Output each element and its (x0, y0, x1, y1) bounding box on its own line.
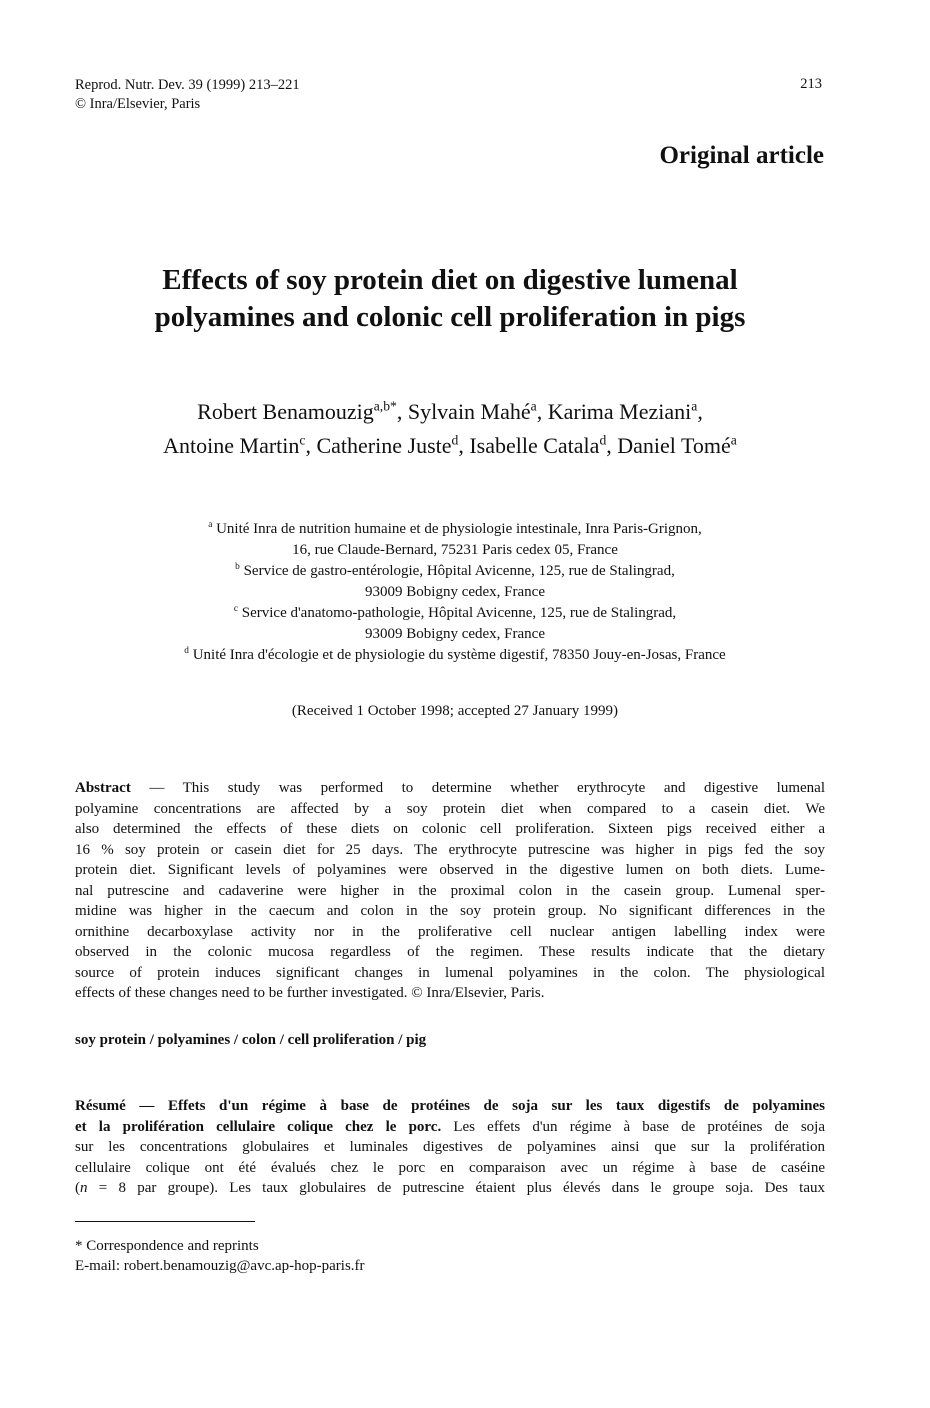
affiliation-text: Unité Inra de nutrition humaine et de physiologie intestinale, Inra Paris-Grignon, (212, 521, 702, 537)
page-number: 213 (800, 76, 822, 92)
affiliation-mark: d (184, 646, 189, 656)
resume-line (75, 1096, 825, 1117)
sample-size-symbol: n (80, 1180, 88, 1196)
abstract-line: 16 % soy protein or casein diet for 25 days. The erythrocyte putrescine was higher in pigs fed the soy (75, 841, 825, 858)
affiliation-c (60, 603, 850, 645)
copyright-line: © Inra/Elsevier, Paris (75, 96, 201, 112)
abstract-line: observed in the colonic mucosa regardless of the regimen. These results indicate that the dietary (75, 944, 825, 960)
abstract-line: midine was higher in the caecum and colon in the soy protein group. No significant differences in the (75, 903, 825, 919)
abstract-line: polyamine concentrations are affected by a soy protein diet when compared to a casein diet. We (75, 800, 825, 817)
abstract-line: protein diet. Significant levels of polyamines were observed in the digestive lumen on both diets. Lume- (75, 862, 825, 878)
affiliation-d (60, 645, 850, 666)
author-name: Isabelle Catala (469, 433, 600, 458)
author-list (40, 395, 860, 463)
title-line-2: polyamines and colonic cell proliferation in pigs (154, 301, 746, 333)
author-separator: , (305, 433, 317, 458)
abstract-line: ornithine decarboxylase activity nor in the proliferative cell nuclear antigen labelling index were (75, 923, 825, 940)
title-line-1: Effects of soy protein diet on digestive lumenal (162, 264, 738, 296)
author-affiliation-mark: d (451, 432, 459, 448)
resume-title: Résumé — Effets d'un régime à base de protéines de soja sur les taux digestifs de polyamines (75, 1098, 825, 1114)
keywords: soy protein / polyamines / colon / cell proliferation / pig (75, 1032, 427, 1048)
paper-title (75, 262, 825, 336)
author-name: Karima Meziani (547, 399, 692, 424)
footnote (75, 1236, 365, 1276)
author-affiliation-mark: a (530, 398, 537, 414)
author-separator: , (536, 399, 548, 424)
author-separator: , (697, 399, 703, 424)
footnote-divider (75, 1221, 255, 1222)
article-type: Original article (659, 142, 824, 169)
resume-line: et la prolifération cellulaire colique chez le porc. Les effets d'un régime à base de protéines de soja (75, 1118, 825, 1135)
affiliation-text: 93009 Bobigny cedex, France (365, 584, 545, 600)
author-name: Antoine Martin (163, 433, 300, 458)
author-line-1 (40, 395, 860, 429)
affiliation-text: 93009 Bobigny cedex, France (365, 626, 545, 642)
affiliation-text: Unité Inra d'écologie et de physiologie du système digestif, 78350 Jouy-en-Josas, France (188, 647, 726, 663)
correspondence-note: * Correspondence and reprints (75, 1238, 259, 1254)
affiliation-b (60, 561, 850, 603)
author-name: Catherine Juste (316, 433, 452, 458)
author-separator: , (396, 399, 408, 424)
journal-header (75, 76, 300, 114)
email-address[interactable]: E-mail: robert.benamouzig@avc.ap-hop-paris.fr (75, 1258, 365, 1274)
author-affiliation-mark: a (691, 398, 698, 414)
resume-title-cont: et la prolifération cellulaire colique chez le porc. (75, 1118, 442, 1135)
author-line-2 (40, 429, 860, 463)
author-name: Robert Benamouzig (197, 399, 374, 424)
affiliation-text: Service d'anatomo-pathologie, Hôpital Avicenne, 125, rue de Stalingrad, (238, 605, 677, 621)
abstract-label: Abstract (75, 780, 131, 796)
author-separator: , (606, 433, 618, 458)
affiliation-list (60, 519, 850, 666)
abstract-line: Abstract — This study was performed to determine whether erythrocyte and digestive lumenal (75, 780, 825, 796)
affiliation-text: Service de gastro-entérologie, Hôpital Avicenne, 125, rue de Stalingrad, (239, 563, 675, 579)
abstract-line: nal putrescine and cadaverine were higher in the proximal colon in the casein group. Lumenal sper- (75, 882, 825, 899)
journal-citation: Reprod. Nutr. Dev. 39 (1999) 213–221 (75, 77, 300, 93)
affiliation-a (60, 519, 850, 561)
author-name: Sylvain Mahé (407, 399, 531, 424)
resume-line: (n = 8 par groupe). Les taux globulaires de putrescine étaient plus élevés dans le groupe soja. Des taux (75, 1180, 825, 1196)
affiliation-mark: c (233, 604, 238, 614)
affiliation-text: 16, rue Claude-Bernard, 75231 Paris cedex 05, France (292, 542, 618, 558)
resume-line: cellulaire colique ont été évalués chez le porc en comparaison avec un régime à base de caséine (75, 1159, 825, 1176)
affiliation-mark: b (235, 562, 240, 572)
resume-line: sur les concentrations globulaires et luminales digestives de polyamines ainsi que sur la prolifération (75, 1139, 825, 1155)
received-dates: (Received 1 October 1998; accepted 27 January 1999) (291, 703, 619, 719)
abstract-line: effects of these changes need to be further investigated. © Inra/Elsevier, Paris. (75, 985, 545, 1001)
author-affiliation-mark: a,b* (373, 398, 397, 414)
author-affiliation-mark: a (730, 432, 737, 448)
author-name: Daniel Tomé (617, 433, 731, 458)
author-separator: , (458, 433, 470, 458)
author-affiliation-mark: c (299, 432, 306, 448)
abstract (75, 778, 825, 1004)
resume (75, 1096, 825, 1199)
author-affiliation-mark: d (599, 432, 607, 448)
affiliation-mark: a (208, 520, 213, 530)
abstract-line: also determined the effects of these diets on colonic cell proliferation. Sixteen pigs received either a (75, 821, 825, 837)
abstract-line: source of protein induces significant changes in lumenal polyamines in the colon. The physiological (75, 964, 825, 981)
